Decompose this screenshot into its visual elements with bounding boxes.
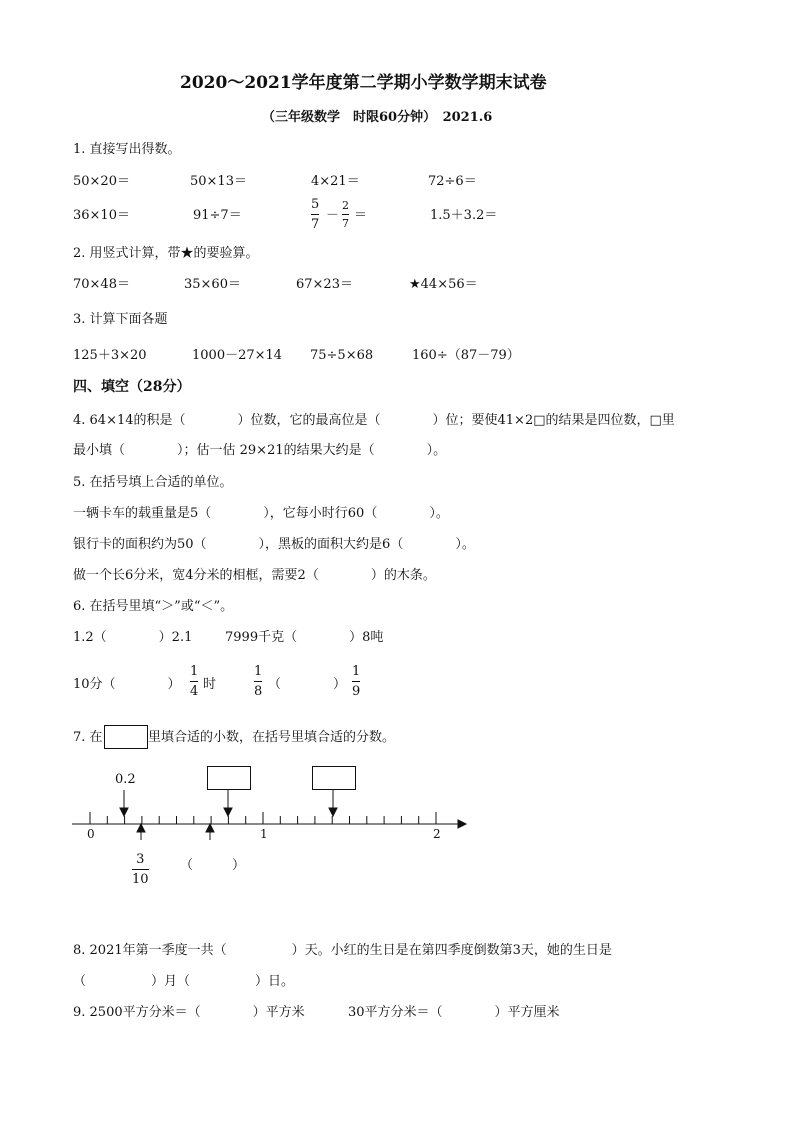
q1-item: 1.5＋3.2＝ bbox=[430, 208, 498, 223]
unit-label: 时 bbox=[203, 677, 217, 692]
fraction-denominator: 8 bbox=[254, 684, 263, 699]
label-0.2: 0.2 bbox=[115, 772, 136, 787]
q7-suffix: 里填合适的小数，在括号里填合适的分数。 bbox=[148, 730, 396, 745]
page-title: 2020～2021学年度第二学期小学数学期末试卷 bbox=[180, 73, 547, 93]
answer-box[interactable] bbox=[312, 766, 356, 790]
arrowhead bbox=[224, 808, 232, 816]
fraction-numerator: 1 bbox=[352, 664, 361, 679]
fraction-denominator: 7 bbox=[342, 217, 349, 230]
tick-label-1: 1 bbox=[260, 827, 268, 841]
arrowhead bbox=[329, 808, 337, 816]
q2-item: 35×60＝ bbox=[184, 277, 241, 292]
fraction-denominator: 10 bbox=[132, 872, 149, 887]
answer-parenthesis: （ ） bbox=[268, 677, 347, 692]
q2-item: 67×23＝ bbox=[296, 277, 353, 292]
fraction-denominator: 9 bbox=[352, 684, 361, 699]
fraction bbox=[254, 664, 262, 699]
q5-heading: 5. 在括号填上合适的单位。 bbox=[73, 475, 233, 490]
q8-line: （ ）月（ ）日。 bbox=[73, 974, 295, 989]
q6-item: 10分（ ） bbox=[73, 677, 181, 692]
q5-line: 一辆卡车的载重量是5（ ），它每小时行60（ ）。 bbox=[73, 506, 449, 521]
q9-item: 30平方分米＝（ ）平方厘米 bbox=[348, 1005, 560, 1020]
q4-line: 4. 64×14的积是（ ）位数，它的最高位是（ ）位；要使41×2□的结果是四位数，□里 bbox=[73, 413, 675, 428]
q1-heading: 1. 直接写出得数。 bbox=[73, 142, 181, 157]
q1-item: 91÷7＝ bbox=[193, 208, 242, 223]
q3-item: 125＋3×20 bbox=[73, 348, 147, 363]
q2-heading: 2. 用竖式计算，带★的要验算。 bbox=[73, 246, 259, 261]
section-heading: 四、填空（28分） bbox=[73, 379, 191, 395]
fraction-denominator: 7 bbox=[311, 217, 320, 232]
q7-prefix: 7. 在 bbox=[73, 730, 103, 745]
page-subtitle: （三年级数学 时限60分钟） 2021.6 bbox=[262, 110, 493, 125]
fraction bbox=[352, 664, 360, 699]
answer-parenthesis: （ ） bbox=[180, 858, 246, 873]
answer-box[interactable] bbox=[104, 725, 148, 749]
fraction-numerator: 1 bbox=[254, 664, 263, 679]
fraction-numerator: 2 bbox=[342, 199, 349, 212]
q3-item: 75÷5×68 bbox=[310, 348, 374, 363]
minus-sign: － bbox=[326, 208, 340, 223]
q6-heading: 6. 在括号里填“＞”或“＜”。 bbox=[73, 599, 234, 614]
fraction-numerator: 5 bbox=[311, 197, 320, 212]
tick-label-2: 2 bbox=[433, 827, 441, 841]
fraction-numerator: 1 bbox=[190, 664, 199, 679]
q1-item: 4×21＝ bbox=[311, 174, 360, 189]
q3-item: 160÷（87－79） bbox=[412, 348, 520, 363]
fraction bbox=[190, 664, 198, 699]
q1-item: 36×10＝ bbox=[73, 208, 130, 223]
arrowhead bbox=[206, 824, 214, 832]
q3-item: 1000－27×14 bbox=[192, 348, 283, 363]
fraction bbox=[311, 197, 319, 232]
fraction-denominator: 4 bbox=[190, 684, 199, 699]
q9-item: 9. 2500平方分米＝（ ）平方米 bbox=[73, 1005, 305, 1020]
q8-line: 8. 2021年第一季度一共（ ）天。小红的生日是在第四季度倒数第3天，她的生日是 bbox=[73, 943, 612, 958]
q4-line: 最小填（ ）；估一估 29×21的结果大约是（ ）。 bbox=[73, 443, 447, 458]
q1-item: 50×20＝ bbox=[73, 174, 130, 189]
q5-line: 做一个长6分米，宽4分米的相框，需要2（ ）的木条。 bbox=[73, 568, 436, 583]
arrowhead bbox=[120, 808, 128, 816]
q2-item: ★44×56＝ bbox=[409, 277, 478, 292]
number-line-arrowhead bbox=[458, 820, 466, 828]
q1-item: 72÷6＝ bbox=[428, 174, 477, 189]
equals-sign: ＝ bbox=[354, 208, 368, 223]
fraction bbox=[342, 199, 349, 230]
arrowhead bbox=[137, 824, 145, 832]
tick-label-0: 0 bbox=[87, 827, 95, 841]
q6-item: 1.2（ ）2.1 bbox=[73, 630, 193, 645]
q3-heading: 3. 计算下面各题 bbox=[73, 312, 168, 327]
answer-box[interactable] bbox=[207, 766, 251, 790]
q2-item: 70×48＝ bbox=[73, 277, 130, 292]
q1-item: 50×13＝ bbox=[190, 174, 247, 189]
fraction-numerator: 3 bbox=[136, 852, 145, 867]
q6-item: 7999千克（ ）8吨 bbox=[225, 630, 384, 645]
fraction bbox=[132, 852, 149, 887]
q5-line: 银行卡的面积约为50（ ），黑板的面积大约是6（ ）。 bbox=[73, 537, 475, 552]
